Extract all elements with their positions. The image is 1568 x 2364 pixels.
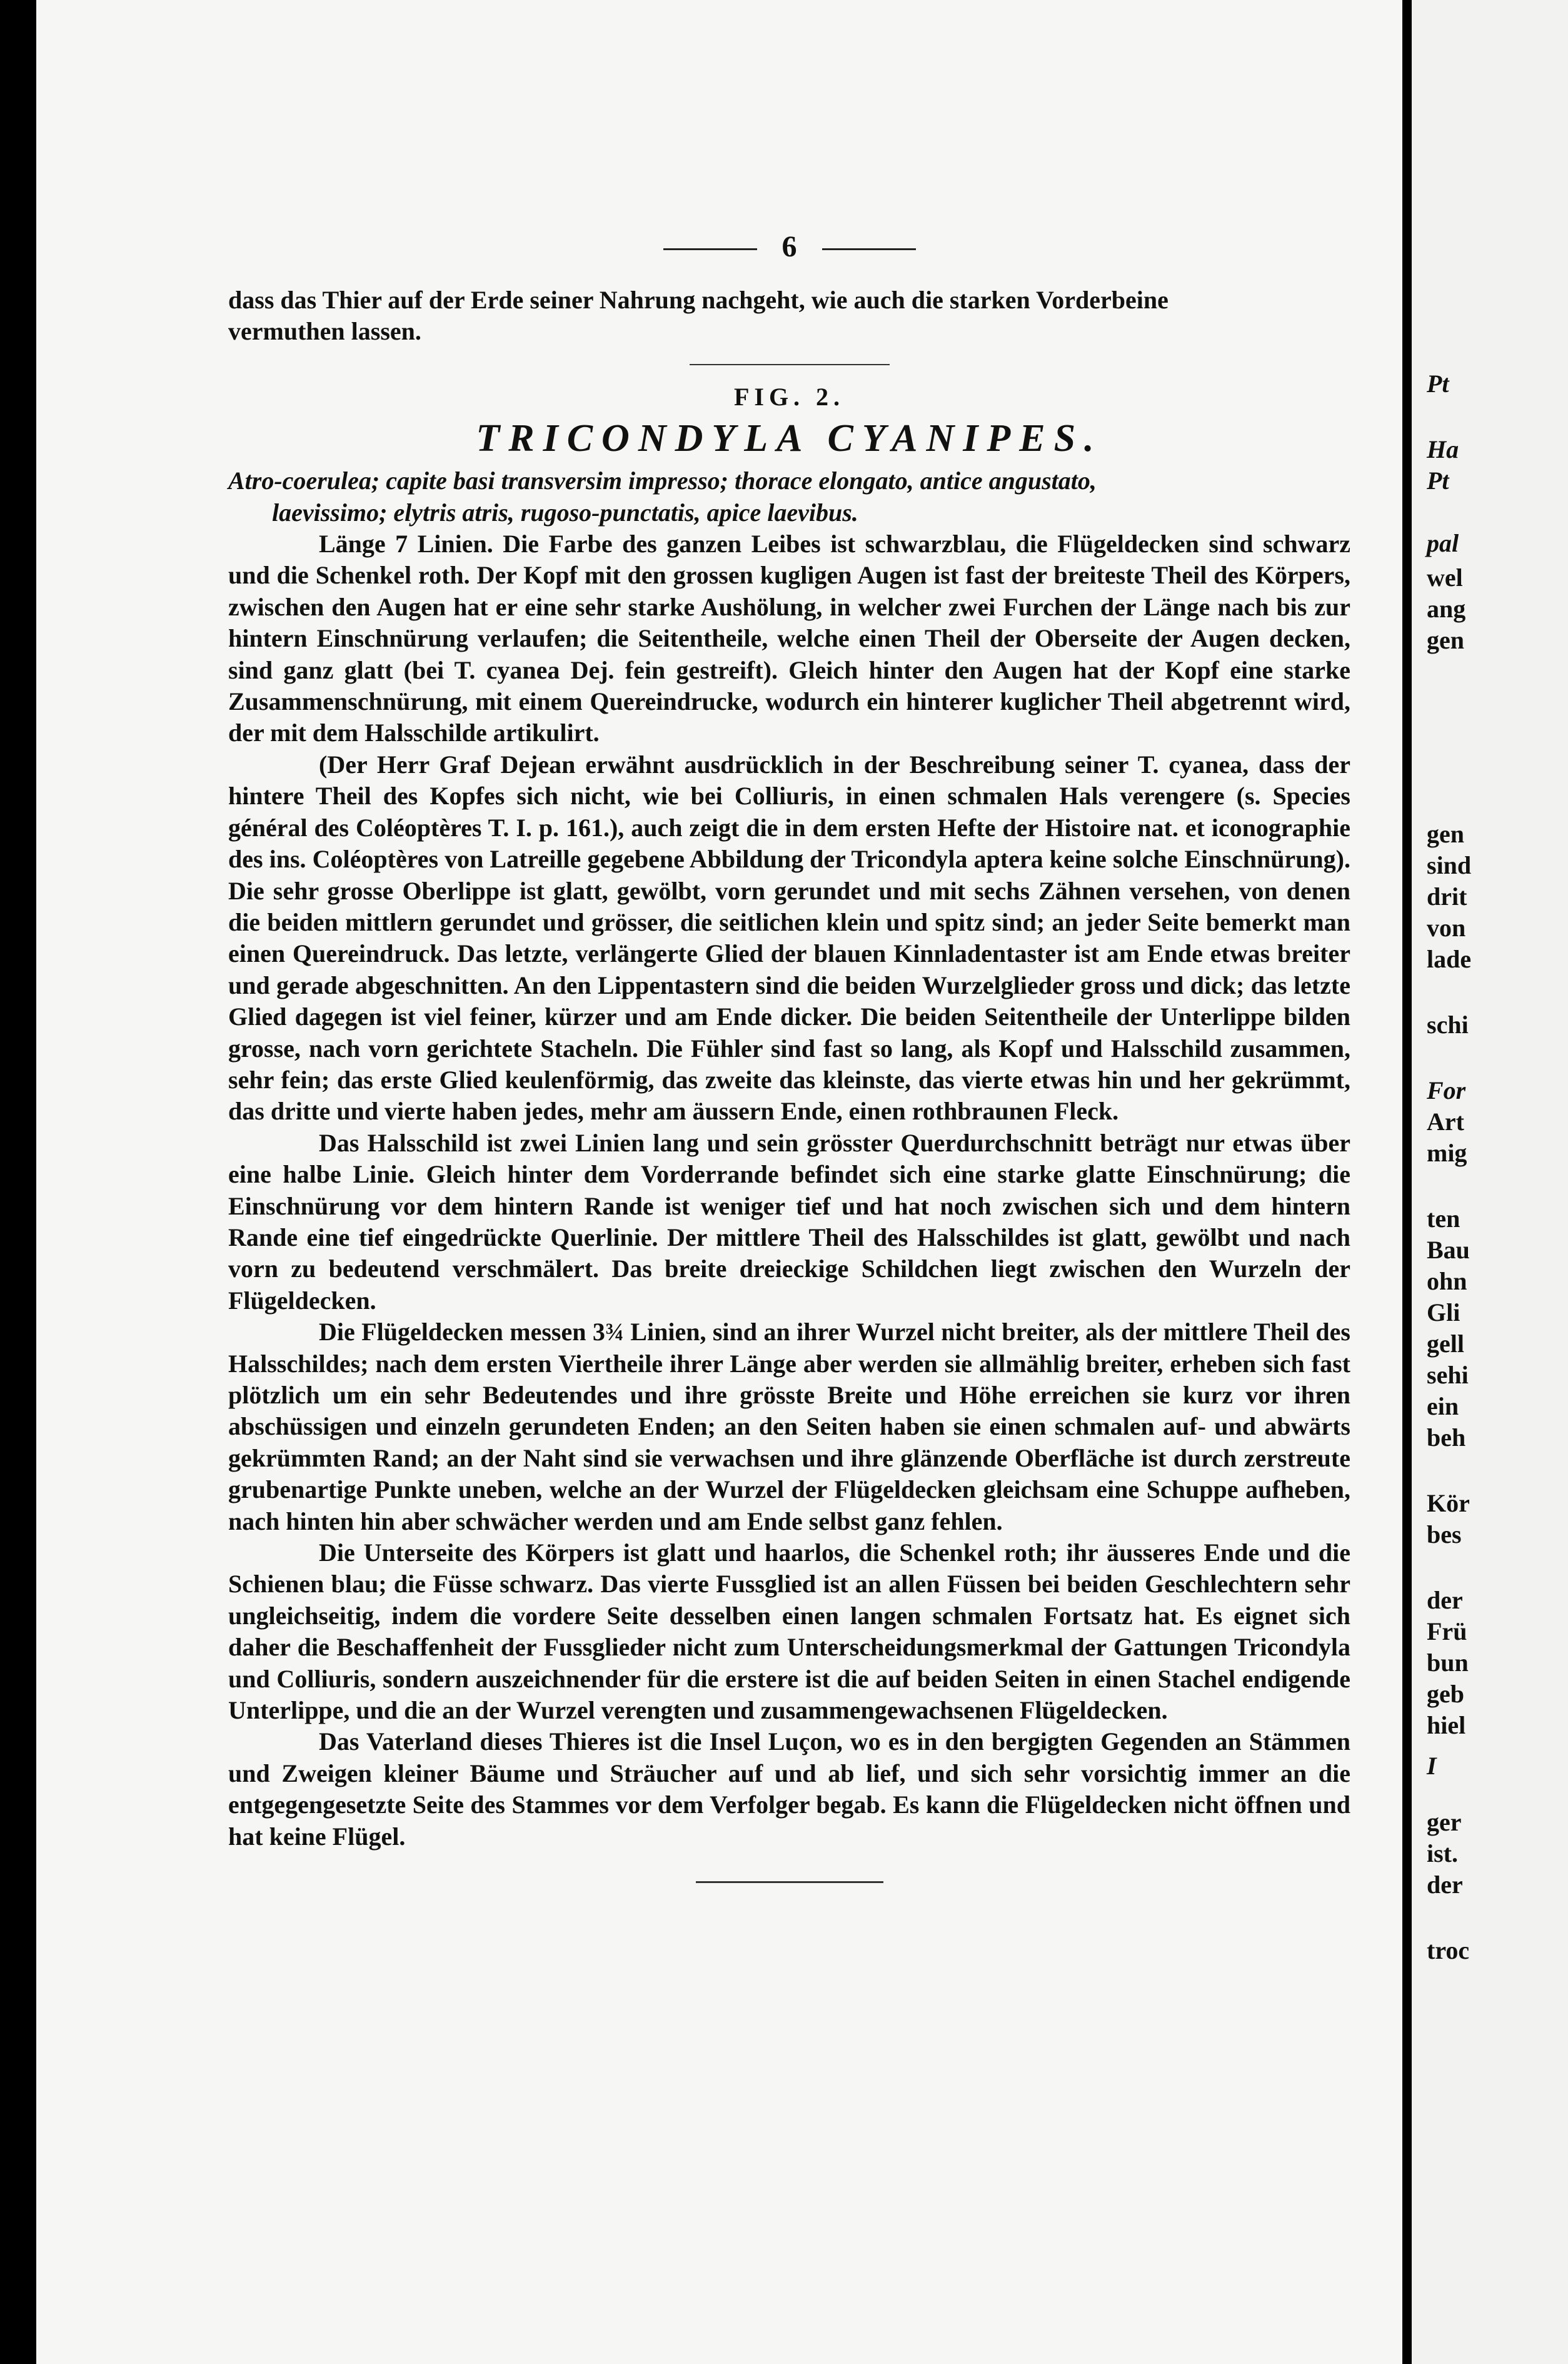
- fragment: bun: [1427, 1649, 1469, 1677]
- fragment: gell: [1427, 1330, 1464, 1358]
- page-number-dash-right: [822, 248, 916, 250]
- section-divider: [690, 364, 890, 365]
- intro-line-1: dass das Thier auf der Erde seiner Nahrung nachgeht, wie auch die starken Vorderbeine: [228, 286, 1168, 314]
- fragment: der: [1427, 1871, 1463, 1899]
- diagnosis-line-2: laevissimo; elytris atris, rugoso-punctatis, apice laevibus.: [272, 498, 858, 527]
- fragment: Art: [1427, 1108, 1464, 1136]
- fragment: drit: [1427, 882, 1467, 911]
- fragment: bes: [1427, 1520, 1462, 1548]
- fragment: For: [1427, 1076, 1466, 1104]
- fragment: ang: [1427, 595, 1466, 623]
- page-gutter: [1402, 0, 1412, 2364]
- fragment: hiel: [1427, 1711, 1466, 1739]
- fragment: geb: [1427, 1680, 1464, 1708]
- fragment: Pt: [1427, 370, 1449, 398]
- fragment: Pt: [1427, 467, 1449, 495]
- fragment: Kör: [1427, 1489, 1470, 1517]
- fragment: mig: [1427, 1139, 1467, 1167]
- fragment: lade: [1427, 945, 1472, 973]
- fragment: Bau: [1427, 1236, 1470, 1264]
- fragment: troc: [1427, 1936, 1470, 1964]
- fragment: gen: [1427, 626, 1464, 654]
- fragment: Frü: [1427, 1617, 1467, 1645]
- fragment: sind: [1427, 851, 1472, 879]
- paragraph-4: Die Flügeldecken messen 3¾ Linien, sind an ihrer Wurzel nicht breiter, als der mittlere Theil des Halsschildes; nach dem ersten Viertheile ihrer Länge aber werden sie allmählig breiter, erheben sich fast plötzlich um ein sehr Bedeutendes und ihre grösste Breite und Höhe erreichen sie kurz vor ihren abschüssigen und einzeln gerundeten Enden; an den Seiten haben sie einen schmalen auf- und abwärts gekrümmten Rand; an der Naht sind sie verwachsen und ihre glänzende Oberfläche ist durch zerstreute grubenartige Punkte uneben, welche an der Wurzel der Flügeldecken gleichsam eine Schuppe aufheben, nach hinten hin aber schwächer werden und am Ende selbst ganz fehlen.: [228, 1318, 1350, 1535]
- species-title: TRICONDYLA CYANIPES.: [476, 417, 1103, 460]
- end-divider: [696, 1881, 883, 1883]
- fragment: beh: [1427, 1423, 1466, 1452]
- fragment: wel: [1427, 563, 1463, 592]
- fragment: ist.: [1427, 1839, 1458, 1867]
- fragment: ohn: [1427, 1267, 1467, 1295]
- fragment: gen: [1427, 820, 1464, 848]
- paragraph-1: Länge 7 Linien. Die Farbe des ganzen Leibes ist schwarzblau, die Flügeldecken sind schwarz und die Schenkel roth. Der Kopf mit den grossen kugligen Augen ist fast der breiteste Theil des Körpers, zwischen den Augen hat er eine sehr starke Aushölung, in welcher zwei Furchen der Länge nach bis zur hintern Einschnürung verlaufen; die Seitentheile, welche einen Theil der Oberseite der Augen decken, sind ganz glatt (bei T. cyanea Dej. fein gestreift). Gleich hinter den Augen hat der Kopf eine starke Zusammenschnürung, mit einem Quereindrucke, wodurch ein hinterer kuglicher Theil abgetrennt wird, der mit dem Halsschilde artikulirt.: [228, 530, 1350, 747]
- fragment: von: [1427, 914, 1466, 942]
- diagnosis-line-1: Atro-coerulea; capite basi transversim impresso; thorace elongato, antice angustato,: [228, 467, 1097, 495]
- page-content: [228, 231, 1350, 1883]
- page-number: [228, 231, 1350, 263]
- fragment: ten: [1427, 1205, 1460, 1233]
- fragment: Ha: [1427, 435, 1459, 463]
- paragraph-3: Das Halsschild ist zwei Linien lang und sein grösster Querdurchschnitt beträgt nur etwas über eine halbe Linie. Gleich hinter dem Vorderrande befindet sich eine starke glatte Einschnürung; die Einschnürung vor dem hintern Rande ist weniger tief und hat noch zwischen sich und dem hintern Rande eine tief eingedrückte Querlinie. Der mittlere Theil des Halsschildes ist glatt, gewölbt und nach vorn zu bedeutend verschmälert. Das breite dreieckige Schildchen liegt zwischen den Wurzeln der Flügeldecken.: [228, 1128, 1350, 1315]
- fragment: pal: [1427, 529, 1459, 557]
- fragment: I: [1427, 1752, 1437, 1780]
- paragraph-2: (Der Herr Graf Dejean erwähnt ausdrücklich in der Beschreibung seiner T. cyanea, dass der hintere Theil des Kopfes sich nicht, wie bei Colliuris, in einen schmalen Hals verengere (s. Species général des Coléoptères T. I. p. 161.), auch zeigt die in dem ersten Hefte der Histoire nat. et iconographie des ins. Coléoptères von Latreille gegebene Abbildung der Tricondyla aptera keine solche Einschnürung). Die sehr grosse Oberlippe ist glatt, gewölbt, vorn gerundet und mit sechs Zähnen versehen, von denen die beiden mittlern gerundet und grösser, die seitlichen klein und spitz sind; an jeder Seite bemerkt man einen Quereindruck. Das letzte, verlängerte Glied der blauen Kinnladentaster ist am Ende etwas breiter und gerade abgeschnitten. An den Lippentastern sind die beiden Wurzelglieder gross und dick; das letzte Glied dagegen ist viel feiner, kürzer und am Ende dicker. Die beiden Seitentheile der Unterlippe bilden grosse, nach vorn gerichtete Stacheln. Die Fühler sind fast so lang, als Kopf und Halsschild zusammen, sehr fein; das erste Glied keulenförmig, das zweite das kleinste, das vierte etwas hin und her gekrümmt, das dritte und vierte haben jedes, mehr am äussern Ende, einen rothbraunen Fleck.: [228, 750, 1350, 1126]
- fragment: der: [1427, 1586, 1463, 1614]
- fragment: ger: [1427, 1808, 1462, 1836]
- adjacent-page: [1412, 0, 1568, 2364]
- paragraph-6: Das Vaterland dieses Thieres ist die Insel Luçon, wo es in den bergigten Gegenden an Stämmen und Zweigen kleiner Bäume und Sträucher auf und ab lief, und sich sehr vorsichtig immer an die entgegengesetzte Seite des Stammes vor dem Verfolger begab. Es kann die Flügeldecken nicht öffnen und hat keine Flügel.: [228, 1727, 1350, 1851]
- page-number-dash-left: [663, 248, 757, 250]
- figure-label: FIG. 2.: [733, 382, 845, 411]
- intro-line-2: vermuthen lassen.: [228, 317, 421, 346]
- fragment: ein: [1427, 1392, 1459, 1420]
- fragment: schi: [1427, 1011, 1469, 1039]
- fragment: sehi: [1427, 1361, 1469, 1389]
- fragment: Gli: [1427, 1298, 1460, 1326]
- page-number-text: 6: [781, 230, 797, 263]
- paragraph-5: Die Unterseite des Körpers ist glatt und haarlos, die Schenkel roth; ihr äusseres Ende und die Schienen blau; die Füsse schwarz. Das vierte Fussglied ist an allen Füssen bei beiden Geschlechtern sehr ungleichseitig, indem die vordere Seite desselben einen langen schmalen Fortsatz hat. Es eignet sich daher die Beschaffenheit der Fussglieder nicht zum Unterscheidungsmerkmal der Gattungen Tricondyla und Colliuris, sondern auszeichnender für die erstere ist die auf beiden Seiten in einen Stachel endigende Unterlippe, und die an der Wurzel verengten und zusammengewachsenen Flügeldecken.: [228, 1538, 1350, 1725]
